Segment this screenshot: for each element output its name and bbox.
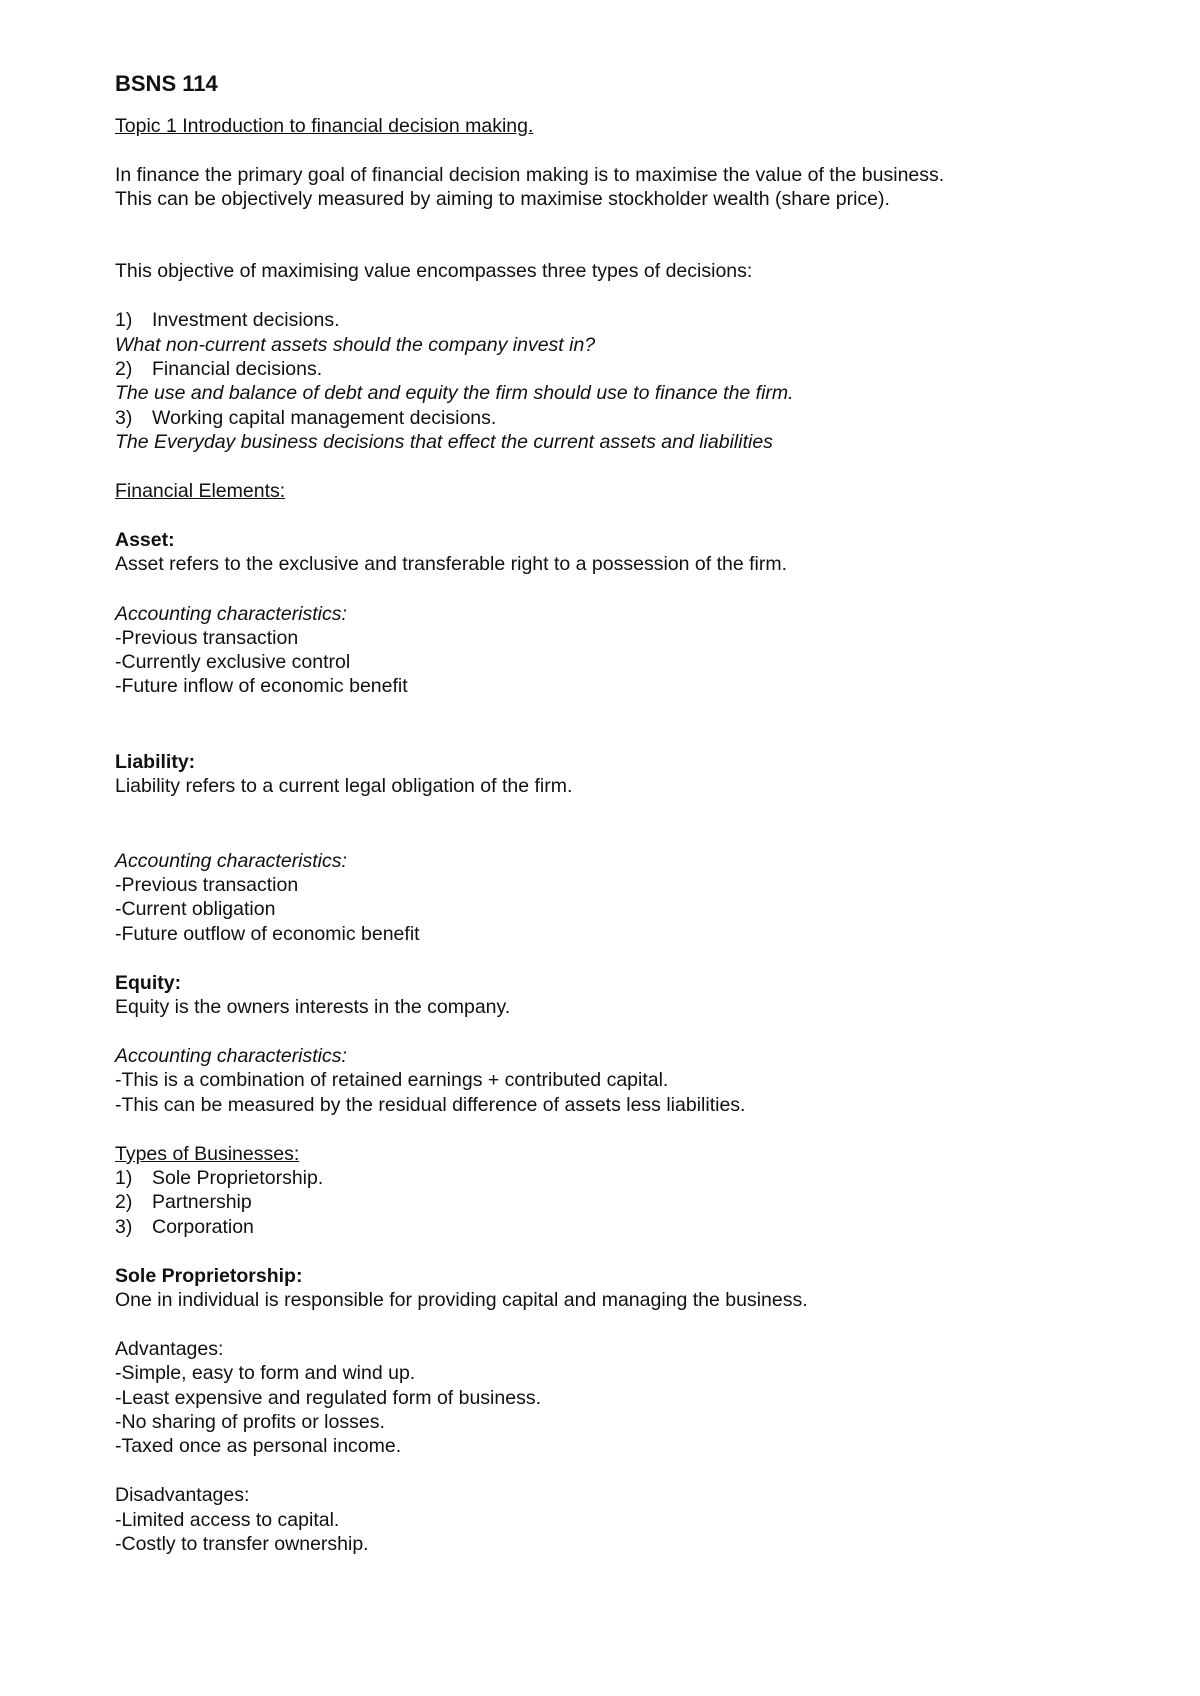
- business-type-label: Corporation: [152, 1216, 254, 1238]
- advantages-heading: Advantages:: [115, 1338, 224, 1360]
- asset-characteristic: -Previous transaction: [115, 627, 299, 649]
- sole-proprietorship-heading: Sole Proprietorship:: [115, 1265, 303, 1287]
- types-heading: Types of Businesses:: [115, 1143, 300, 1165]
- liability-characteristic: -Current obligation: [115, 898, 276, 920]
- decision-label: Investment decisions.: [152, 309, 340, 331]
- asset-definition: Asset refers to the exclusive and transferable right to a possession of the firm.: [115, 553, 787, 575]
- objective-text: This objective of maximising value encompasses three types of decisions:: [115, 260, 753, 282]
- asset-characteristics-heading: Accounting characteristics:: [115, 603, 347, 625]
- business-type-number: 2): [115, 1191, 133, 1213]
- decision-number: 1): [115, 309, 133, 331]
- equity-characteristic: -This can be measured by the residual difference of assets less liabilities.: [115, 1094, 746, 1116]
- liability-characteristics-heading: Accounting characteristics:: [115, 850, 347, 872]
- document-title: BSNS 114: [115, 71, 218, 96]
- liability-definition: Liability refers to a current legal obligation of the firm.: [115, 775, 573, 797]
- equity-definition: Equity is the owners interests in the company.: [115, 996, 511, 1018]
- decision-item-1: [115, 308, 340, 332]
- asset-characteristic: -Future inflow of economic benefit: [115, 675, 408, 697]
- equity-characteristic: -This is a combination of retained earnings + contributed capital.: [115, 1069, 669, 1091]
- decision-label: Financial decisions.: [152, 358, 323, 380]
- decision-number: 3): [115, 407, 133, 429]
- business-type-item-2: [115, 1190, 252, 1214]
- liability-characteristic: -Future outflow of economic benefit: [115, 923, 420, 945]
- intro-line-1: In finance the primary goal of financial decision making is to maximise the value of the business.: [115, 164, 945, 186]
- financial-elements-heading: Financial Elements:: [115, 480, 286, 502]
- decision-description-2: The use and balance of debt and equity the firm should use to finance the firm.: [115, 382, 794, 404]
- disadvantage-item: -Limited access to capital.: [115, 1509, 340, 1531]
- business-type-item-3: [115, 1215, 254, 1239]
- business-type-label: Partnership: [152, 1191, 252, 1213]
- advantage-item: -Taxed once as personal income.: [115, 1435, 402, 1457]
- asset-heading: Asset:: [115, 529, 175, 551]
- business-type-label: Sole Proprietorship.: [152, 1167, 324, 1189]
- disadvantage-item: -Costly to transfer ownership.: [115, 1533, 369, 1555]
- topic-heading: Topic 1 Introduction to financial decision making.: [115, 115, 534, 137]
- business-type-item-1: [115, 1166, 323, 1190]
- sole-proprietorship-definition: One in individual is responsible for providing capital and managing the business.: [115, 1289, 808, 1311]
- advantage-item: -Least expensive and regulated form of business.: [115, 1387, 542, 1409]
- asset-characteristic: -Currently exclusive control: [115, 651, 351, 673]
- decision-item-3: [115, 406, 496, 430]
- liability-heading: Liability:: [115, 751, 196, 773]
- equity-characteristics-heading: Accounting characteristics:: [115, 1045, 347, 1067]
- decision-description-1: What non-current assets should the company invest in?: [115, 334, 596, 356]
- liability-characteristic: -Previous transaction: [115, 874, 299, 896]
- decision-label: Working capital management decisions.: [152, 407, 497, 429]
- equity-heading: Equity:: [115, 972, 182, 994]
- decision-number: 2): [115, 358, 133, 380]
- business-type-number: 1): [115, 1167, 133, 1189]
- advantage-item: -Simple, easy to form and wind up.: [115, 1362, 416, 1384]
- advantage-item: -No sharing of profits or losses.: [115, 1411, 385, 1433]
- disadvantages-heading: Disadvantages:: [115, 1484, 250, 1506]
- business-type-number: 3): [115, 1216, 133, 1238]
- decision-item-2: [115, 357, 322, 381]
- intro-line-2: This can be objectively measured by aiming to maximise stockholder wealth (share price).: [115, 188, 890, 210]
- decision-description-3: The Everyday business decisions that effect the current assets and liabilities: [115, 431, 773, 453]
